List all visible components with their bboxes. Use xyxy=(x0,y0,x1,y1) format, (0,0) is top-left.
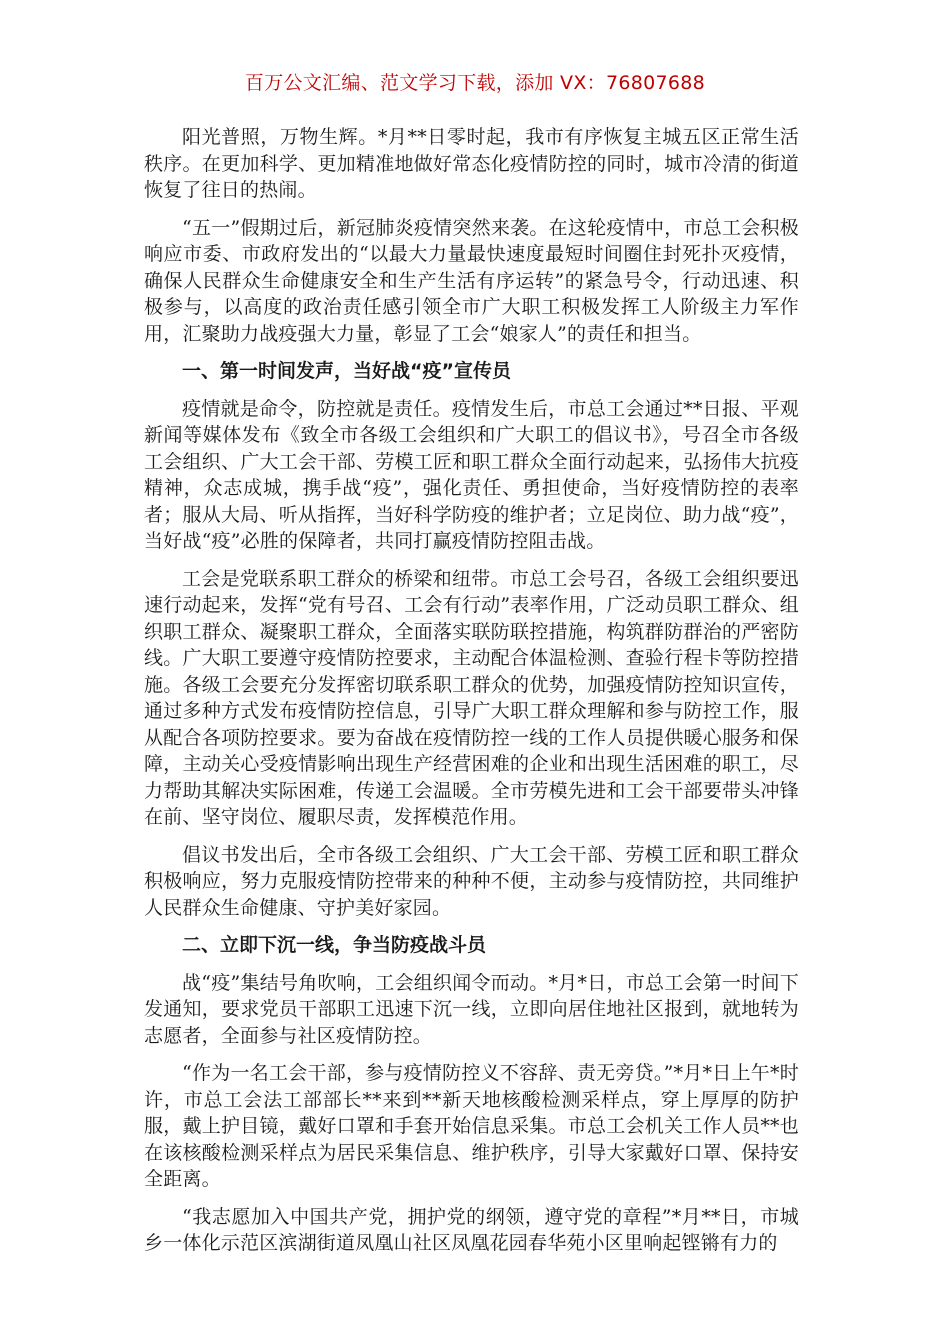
paragraph: 工会是党联系职工群众的桥梁和纽带。市总工会号召，各级工会组织要迅速行动起来，发挥“党有号召、工会有行动”表率作用，广泛动员职工群众、组织职工群众、凝聚职工群众，全面落实联防联控措施，构筑群防群治的严密防线。广大职工要遵守疫情防控要求，主动配合体温检测、查验行程卡等防控措施。各级工会要充分发挥密切联系职工群众的优势，加强疫情防控知识宣传，通过多种方式发布疫情防控信息，引导广大职工群众理解和参与防控工作，服从配合各项防控要求。要为奋战在疫情防控一线的工作人员提供暖心服务和保障，主动关心受疫情影响出现生产经营困难的企业和出现生活困难的职工，尽力帮助其解决实际困难，传递工会温暖。全市劳模先进和工会干部要带头冲锋在前、坚守岗位、履职尽责，发挥模范作用。 xyxy=(144,567,799,828)
document-body xyxy=(144,124,799,1268)
paragraph: 疫情就是命令，防控就是责任。疫情发生后，市总工会通过**日报、平观新闻等媒体发布《致全市各级工会组织和广大职工的倡议书》，号召全市各级工会组织、广大工会干部、劳模工匠和职工群众全面行动起来，弘扬伟大抗疫精神，众志成城，携手战“疫”，强化责任、勇担使命，当好疫情防控的表率者；服从大局、听从指挥，当好科学防疫的维护者；立足岗位、助力战“疫”，当好战“疫”必胜的保障者，共同打赢疫情防控阻击战。 xyxy=(144,397,799,552)
paragraph: 阳光普照，万物生辉。*月**日零时起，我市有序恢复主城五区正常生活秩序。在更加科学、更加精准地做好常态化疫情防控的同时，城市冷清的街道恢复了往日的热闹。 xyxy=(144,126,799,201)
paragraph: “五一”假期过后，新冠肺炎疫情突然来袭。在这轮疫情中，市总工会积极响应市委、市政府发出的“以最大力量最快速度最短时间圈住封死扑灭疫情，确保人民群众生命健康安全和生产生活有序运转”的紧急号令，行动迅速、积极参与，以高度的政治责任感引领全市广大职工积极发挥工人阶级主力军作用，汇聚助力战疫强大力量，彰显了工会“娘家人”的责任和担当。 xyxy=(144,216,799,345)
section-heading: 一、第一时间发声，当好战“疫”宣传员 xyxy=(182,360,511,382)
watermark-banner: 百万公文汇编、范文学习下载，添加 VX：76807688 xyxy=(244,72,706,94)
section-heading: 二、立即下沉一线，争当防疫战斗员 xyxy=(182,934,487,956)
paragraph: “作为一名工会干部，参与疫情防控义不容辞、责无旁贷。”*月*日上午*时许，市总工会法工部部长**来到**新天地核酸检测采样点，穿上厚厚的防护服，戴上护目镜，戴好口罩和手套开始信息采集。市总工会机关工作人员**也在该核酸检测采样点为居民采集信息、维护秩序，引导大家戴好口罩、保持安全距离。 xyxy=(144,1062,799,1190)
paragraph: 倡议书发出后，全市各级工会组织、广大工会干部、劳模工匠和职工群众积极响应，努力克服疫情防控带来的种种不便，主动参与疫情防控，共同维护人民群众生命健康、守护美好家园。 xyxy=(144,843,799,919)
paragraph: 战“疫”集结号角吹响，工会组织闻令而动。*月*日，市总工会第一时间下发通知，要求党员干部职工迅速下沉一线，立即向居住地社区报到，就地转为志愿者，全面参与社区疫情防控。 xyxy=(144,971,799,1047)
paragraph: “我志愿加入中国共产党，拥护党的纲领，遵守党的章程”*月**日，市城乡一体化示范区滨湖街道凤凰山社区凤凰花园春华苑小区里响起铿锵有力的 xyxy=(144,1205,799,1254)
